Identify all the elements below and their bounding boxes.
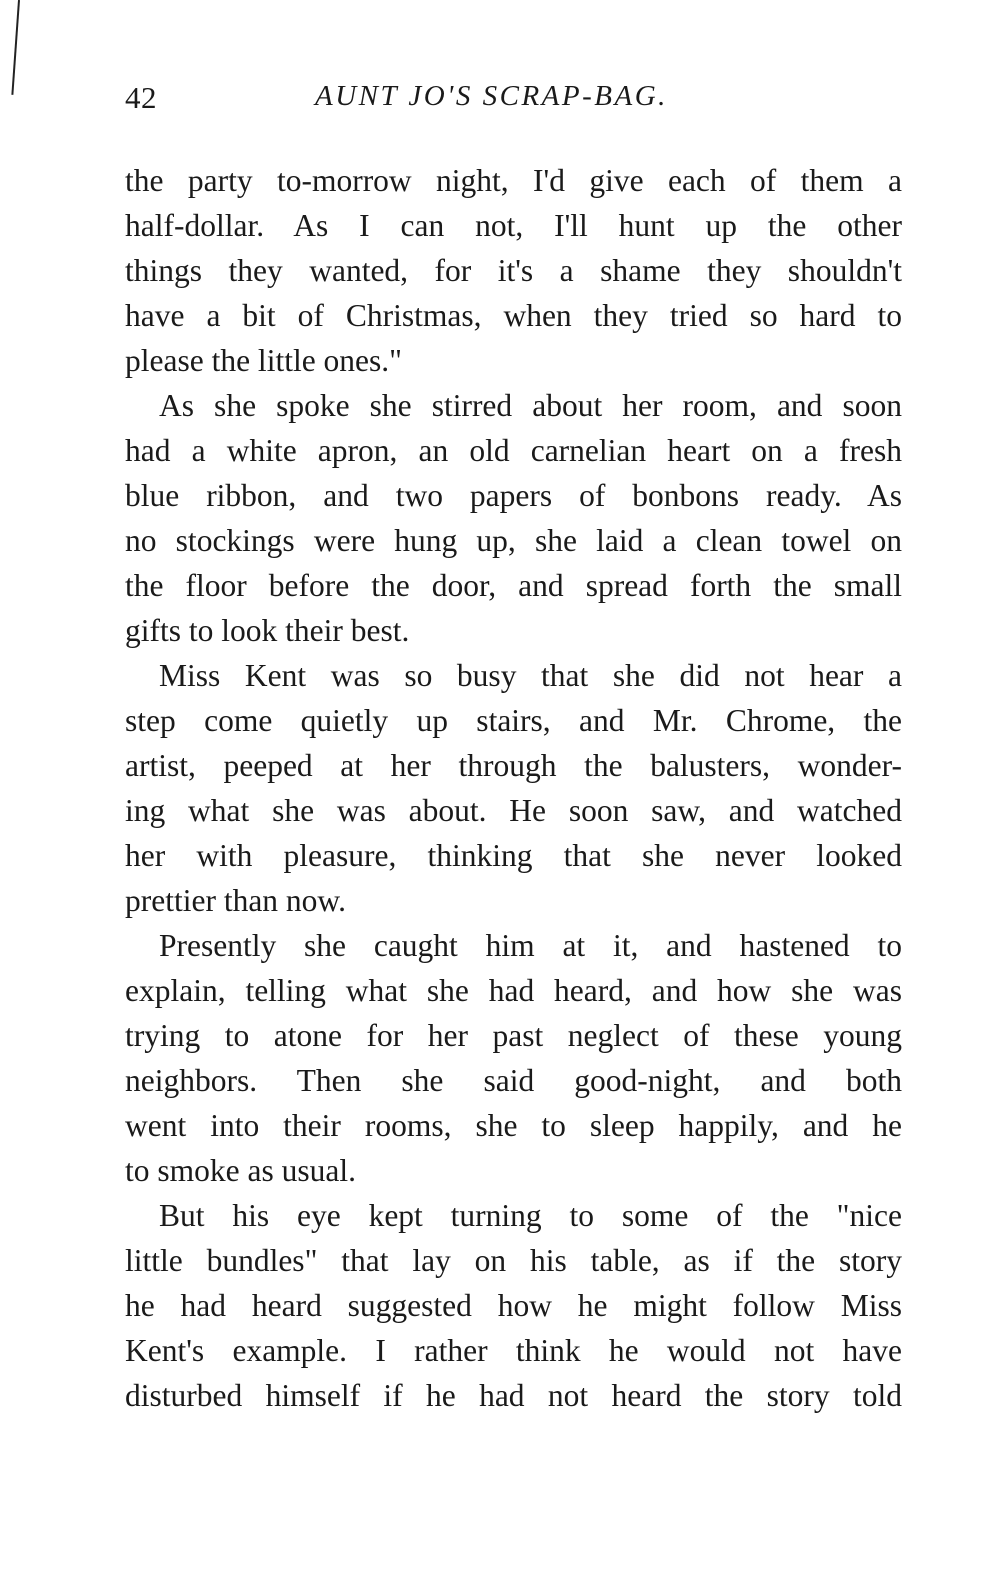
text-line: step come quietly up stairs, and Mr. Chrome, the — [125, 703, 902, 738]
margin-pencil-mark — [11, 0, 20, 95]
text-line: the floor before the door, and spread forth the small — [125, 568, 902, 603]
text-line: As she spoke she stirred about her room, and soon — [159, 388, 902, 423]
text-line: disturbed himself if he had not heard the story told — [125, 1378, 902, 1413]
running-title: AUNT JO'S SCRAP-BAG. — [315, 80, 668, 112]
text-line: no stockings were hung up, she laid a clean towel on — [125, 523, 902, 558]
body-text — [125, 158, 902, 1418]
text-line: the party to-morrow night, I'd give each of them a — [125, 163, 902, 198]
text-line: things they wanted, for it's a shame they shouldn't — [125, 253, 902, 288]
text-line: have a bit of Christmas, when they tried so hard to — [125, 298, 902, 333]
text-line: half-dollar. As I can not, I'll hunt up the other — [125, 208, 902, 243]
text-line: neighbors. Then she said good-night, and both — [125, 1063, 902, 1098]
text-line: had a white apron, an old carnelian heart on a fresh — [125, 433, 902, 468]
text-line: Kent's example. I rather think he would not have — [125, 1333, 902, 1368]
text-line: he had heard suggested how he might follow Miss — [125, 1288, 902, 1323]
text-line: little bundles" that lay on his table, as if the story — [125, 1243, 902, 1278]
text-line: her with pleasure, thinking that she never looked — [125, 838, 902, 873]
text-line: explain, telling what she had heard, and how she was — [125, 973, 902, 1008]
text-line: trying to atone for her past neglect of these young — [125, 1018, 902, 1053]
text-line: ing what she was about. He soon saw, and watched — [125, 793, 902, 828]
text-line: please the little ones." — [125, 343, 403, 378]
text-line: But his eye kept turning to some of the "nice — [159, 1198, 902, 1233]
text-line: to smoke as usual. — [125, 1153, 356, 1188]
text-line: gifts to look their best. — [125, 613, 410, 648]
text-line: prettier than now. — [125, 883, 347, 918]
text-line: blue ribbon, and two papers of bonbons ready. As — [125, 478, 902, 513]
page-header — [125, 80, 905, 124]
page-number: 42 — [125, 80, 157, 115]
text-line: Presently she caught him at it, and hastened to — [159, 928, 902, 963]
text-line: went into their rooms, she to sleep happily, and he — [125, 1108, 902, 1143]
text-line: artist, peeped at her through the balusters, wonder- — [125, 748, 902, 783]
text-line: Miss Kent was so busy that she did not hear a — [159, 658, 902, 693]
